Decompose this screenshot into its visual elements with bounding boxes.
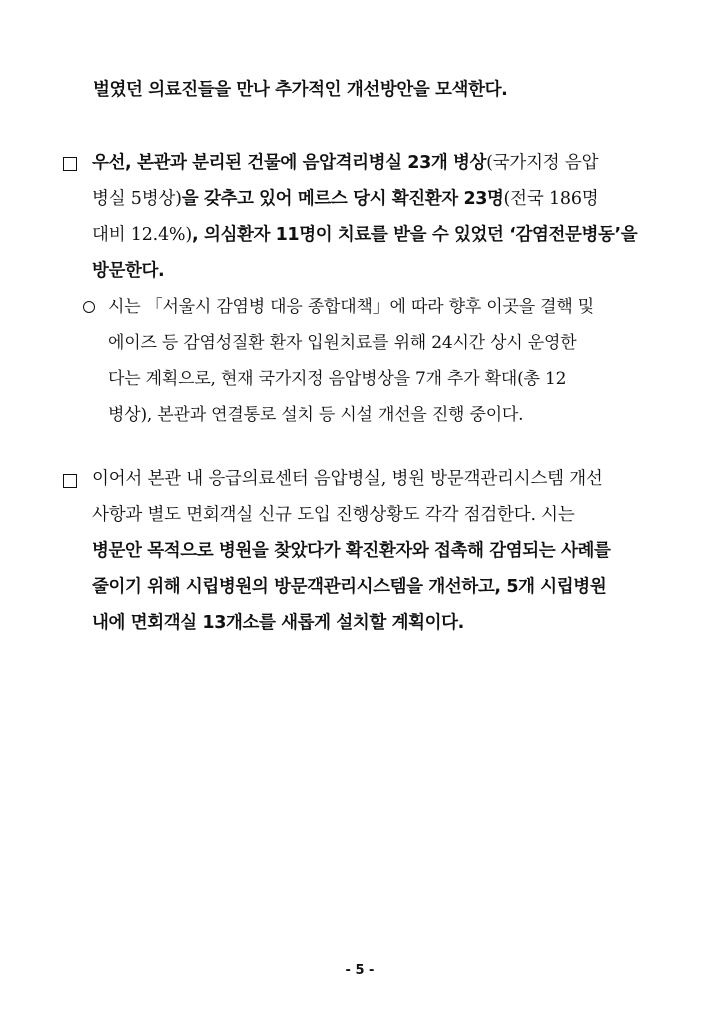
paragraph-2-line-3: 병문안 목적으로 병원을 찾았다가 확진환자와 접촉해 감염되는 사례를 [92, 541, 611, 561]
paragraph-1-line-2-aside-b: (전국 186명 [503, 189, 599, 209]
paragraph-1-line-3 [92, 223, 637, 247]
paragraph-1-line-1-main: 우선, 본관과 분리된 건물에 음압격리병실 23개 병상 [92, 153, 487, 173]
square-bullet-icon [63, 474, 77, 488]
sub-item-line-3: 다는 계획으로, 현재 국가지정 음압병상을 7개 추가 확대(총 12 [108, 369, 567, 389]
paragraph-1-line-2-aside-a: 병실 5병상) [92, 189, 182, 209]
paragraph-2-line-5: 내에 면회객실 13개소를 새롭게 설치할 계획이다. [92, 613, 464, 633]
paragraph-1-line-1 [92, 151, 598, 175]
paragraph-2-line-2: 사항과 별도 면회객실 신규 도입 진행상황도 각각 점검한다. 시는 [92, 505, 575, 525]
page-number: - 5 - [345, 963, 375, 978]
continuation-line: 벌였던 의료진들을 만나 추가적인 개선방안을 모색한다. [93, 80, 508, 100]
paragraph-2-line-1: 이어서 본관 내 응급의료센터 음압병실, 병원 방문객관리시스템 개선 [92, 469, 603, 489]
paragraph-1-line-1-aside: (국가지정 음압 [486, 153, 599, 173]
paragraph-1-line-3-main: , 의심환자 11명이 치료를 받을 수 있었던 ‘감염전문병동’을 [192, 225, 638, 245]
paragraph-1-line-2 [92, 187, 598, 211]
sub-item-line-2: 에이즈 등 감염성질환 환자 입원치료를 위해 24시간 상시 운영한 [108, 333, 577, 353]
paragraph-1-line-3-aside: 대비 12.4%) [92, 225, 192, 245]
paragraph-2-line-4: 줄이기 위해 시립병원의 방문객관리시스템을 개선하고, 5개 시립병원 [92, 577, 607, 597]
paragraph-1-line-4: 방문한다. [92, 261, 165, 281]
sub-item-line-1: 시는 「서울시 감염병 대응 종합대책」에 따라 향후 이곳을 결핵 및 [108, 297, 594, 317]
square-bullet-icon [63, 157, 77, 171]
paragraph-1-line-2-main: 을 갖추고 있어 메르스 당시 확진환자 23명 [181, 189, 504, 209]
sub-item-line-4: 병상), 본관과 연결통로 설치 등 시설 개선을 진행 중이다. [108, 405, 524, 425]
circle-bullet-icon [83, 301, 95, 313]
